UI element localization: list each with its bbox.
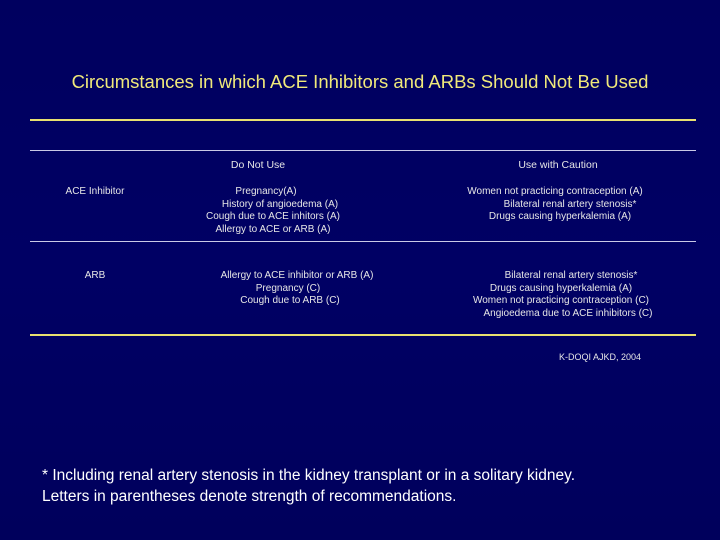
list-item: History of angioedema (A) [221, 198, 339, 210]
cell-ace-use-with-caution [445, 186, 665, 224]
list-item: Women not practicing contraception (A) [467, 186, 643, 197]
footnote [42, 465, 702, 507]
row-divider [30, 241, 696, 242]
list-item: Women not practicing contraception (C) [472, 295, 649, 306]
list-item: Drugs causing hyperkalemia (A) [489, 282, 633, 294]
list-item: Allergy to ACE or ARB (A) [215, 223, 331, 235]
row-label-ace-inhibitor: ACE Inhibitor [65, 186, 125, 197]
cell-arb-do-not-use [192, 270, 402, 308]
list-item: Cough due to ARB (C) [240, 295, 340, 306]
column-header-do-not-use: Do Not Use [230, 159, 286, 171]
footnote-line-2: Letters in parentheses denote strength of recommendations. [42, 488, 457, 505]
footnote-line-1: * Including renal artery stenosis in the kidney transplant or in a solitary kidney. [42, 467, 576, 484]
cell-arb-use-with-caution [448, 270, 674, 320]
source-citation: K-DOQI AJKD, 2004 [558, 352, 642, 362]
slide-title: Circumstances in which ACE Inhibitors and ARBs Should Not Be Used [71, 71, 649, 92]
list-item: Pregnancy(A) [235, 186, 297, 197]
list-item: Bilateral renal artery stenosis* [503, 198, 637, 210]
list-item: Pregnancy (C) [255, 282, 321, 294]
list-item: Angioedema due to ACE inhibitors (C) [483, 307, 653, 319]
list-item: Bilateral renal artery stenosis* [504, 270, 638, 281]
top-rule [30, 119, 696, 121]
column-header-use-with-caution: Use with Caution [518, 159, 598, 171]
table-bottom-rule [30, 334, 696, 336]
list-item: Drugs causing hyperkalemia (A) [488, 211, 632, 222]
table-top-rule [30, 150, 696, 151]
list-item: Cough due to ACE inhitors (A) [206, 211, 340, 222]
list-item: Allergy to ACE inhibitor or ARB (A) [220, 270, 374, 281]
row-label-arb: ARB [84, 270, 106, 281]
cell-ace-do-not-use [188, 186, 358, 236]
